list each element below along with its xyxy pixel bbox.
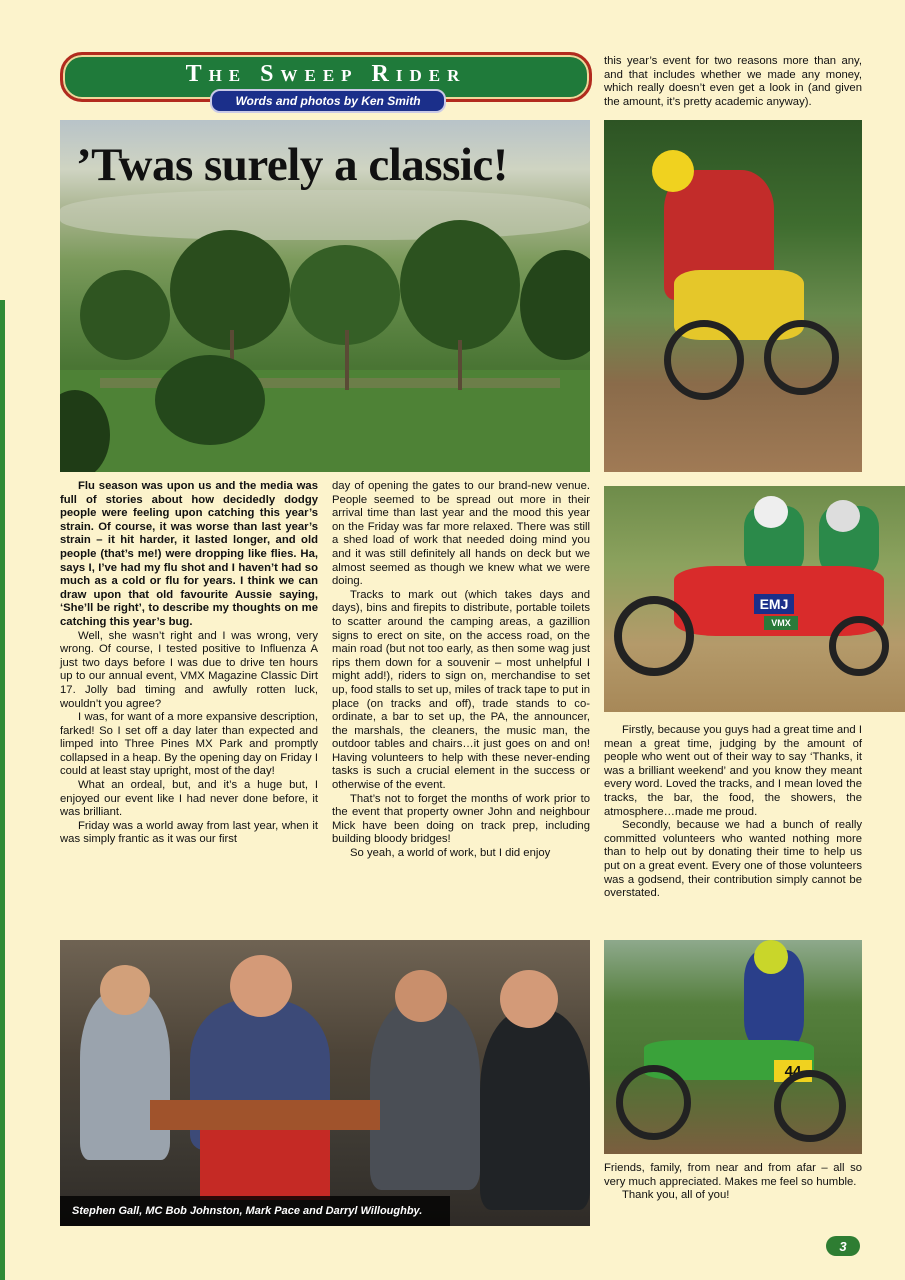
- lead-paragraph: Flu season was upon us and the media was full of stories about how decidedly dodgy people were feeling upon catching this year’s strain. Of course, it was worse than last year’s strain – it hit harder, it lasted longer, and old people (that’s me!) were dropping like flies. Ha, says I, I’ve had my flu shot and I haven’t had so much as a cold or flu for years. I think we can draw upon that old favourite Aussie saying, ‘She’ll be right’, to describe my thoughts on me catching this year’s bug.: [60, 480, 318, 628]
- group-photo-caption: Stephen Gall, MC Bob Johnston, Mark Pace and Darryl Willoughby.: [60, 1196, 450, 1226]
- landscape-photo: [60, 120, 590, 472]
- paragraph: What an ordeal, but, and it’s a huge but, I enjoyed our event like I had never done before, it was brilliant.: [60, 779, 318, 819]
- paragraph: Thank you, all of you!: [622, 1189, 730, 1202]
- green-bike-rider-photo: [604, 940, 862, 1154]
- section-title: The Sweep Rider: [185, 60, 467, 87]
- paragraph: So yeah, a world of work, but I did enjoy: [350, 847, 551, 860]
- article-headline: ’Twas surely a classic!: [76, 139, 508, 191]
- text-column-2: [332, 480, 590, 861]
- group-photo: [60, 940, 590, 1226]
- page-edge-stripe: [0, 300, 5, 1280]
- byline: Words and photos by Ken Smith: [210, 89, 446, 113]
- text-column-3-bottom: [604, 1162, 862, 1203]
- text-column-3-middle: [604, 724, 862, 901]
- page-number: 3: [826, 1236, 860, 1256]
- paragraph: Friends, family, from near and from afar – all so very much appreciated. Makes me feel so humble.: [604, 1162, 862, 1188]
- sidecar-plate-right: VMX: [764, 616, 798, 630]
- bike-number-plate: 44: [774, 1060, 812, 1082]
- sidecar-photo: [604, 486, 905, 712]
- paragraph: Tracks to mark out (which takes days and days), bins and firepits to distribute, portable toilets to scatter around the camping areas, a gazillion signs to erect on site, on the access road, on the main road (but not too early, as then some wag just rips them down for a souvenir – most unhelpful I might add!), riders to sign on, merchandise to set up, food stalls to set up, miles of track tape to put in place (on tracks and off), trade stands to co-ordinate, a bar to set up, the PA, the announcer, the marshals, the cleaners, the music man, the outdoor tables and chairs…it just goes on and on! Having volunteers to help with these never-ending tasks is such a crucial element in the success or otherwise of the event.: [332, 588, 590, 792]
- paragraph: day of opening the gates to our brand-new venue. People seemed to be spread out more in their arrival time than last year and the mood this year on the Friday was far more relaxed. There was still a shed load of work that needed doing mind you and it was still definitely all hands on deck but we almost seemed as though we knew what we were doing.: [332, 480, 590, 588]
- paragraph: this year’s event for two reasons more than any, and that includes whether we made any money, which really doesn’t even get a look in (and given the amount, it’s pretty academic anyway).: [604, 55, 862, 108]
- paragraph: Friday was a world away from last year, when it was simply frantic as it was our first: [60, 819, 318, 846]
- paragraph: Firstly, because you guys had a great time and I mean a great time, judging by the amount of people who went out of their way to say ‘Thanks, it was a brilliant weekend’ and you know they meant every word. Loved the tracks, and I mean loved the tracks, the bar, the food, the showers, the atmosphere…made me proud.: [604, 724, 862, 818]
- paragraph: Well, she wasn’t right and I was wrong, very wrong. Of course, I tested positive to Influenza A just two days before I was due to drive ten hours up to our annual event, VMX Magazine Classic Dirt 17. Jolly bad timing and awfully rotten luck, wouldn’t you agree?: [60, 629, 318, 710]
- sidecar-plate-left: EMJ: [754, 594, 794, 614]
- text-column-1: [60, 480, 318, 847]
- text-column-3-top: [604, 55, 862, 109]
- paragraph: That’s not to forget the months of work prior to the event that property owner John and neighbour Mick have been doing on track prep, including building bloody bridges!: [332, 792, 590, 846]
- yellow-bike-rider-photo: [604, 120, 862, 472]
- paragraph: I was, for want of a more expansive description, farked! So I set off a day later than expected and limped into Three Pines MX Park and promptly collapsed in a heap. By the opening day on Friday I could at least stay upright, most of the day!: [60, 711, 318, 778]
- paragraph: Secondly, because we had a bunch of really committed volunteers who wanted nothing more than to help out by donating their time to help us put on a great event. Every one of those volunteers was a godsend, their contribution simply cannot be overstated.: [604, 819, 862, 900]
